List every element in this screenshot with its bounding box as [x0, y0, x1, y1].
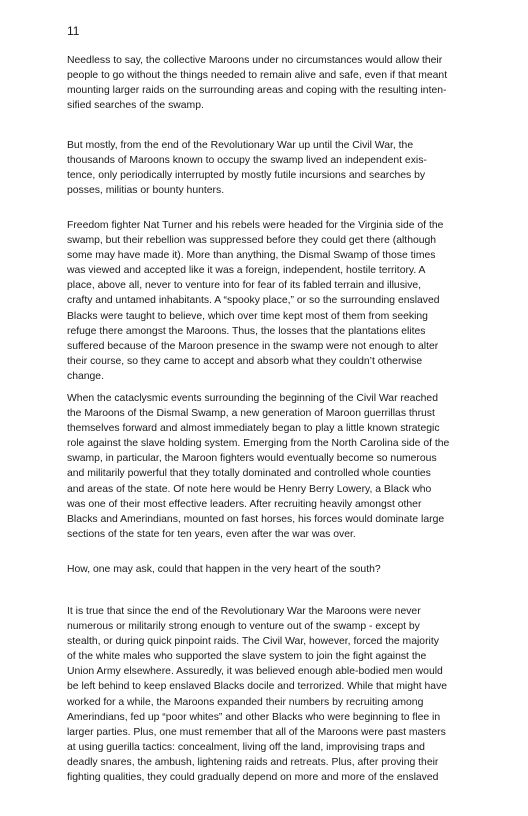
paragraph-3: Freedom fighter Nat Turner and his rebels were headed for the Virginia side of the swamp, but their rebellion was suppressed before they could get there (although some may have made it). More than anything, the Dismal Swamp of those times was viewed and accepted like it was a foreign, independent, hostile territory. A place, above all, never to venture into for fear of its fabled terrain and illusive, crafty and untamed inhabitants. A “spooky place,” or so the surrounding enslaved Blacks were taught to believe, which over time kept most of them from seeking refuge there amongst the Maroons. Thus, the losses that the plantations elites suffered because of the Maroon presence in the swamp were not enough to alter their course, so they came to accept and absorb what they couldn’t otherwise change. [67, 220, 444, 382]
page-number: 11 [67, 24, 80, 38]
paragraph-2: But mostly, from the end of the Revolutionary War up until the Civil War, the thousands of Maroons known to occupy the swamp lived an independent exis- tence, only periodically interrupted by mostly futile incursions and searches by posses, militias or bounty hunters. [67, 140, 427, 197]
paragraph-4: When the cataclysmic events surrounding the beginning of the Civil War reached the Maroons of the Dismal Swamp, a new generation of Maroon guerrillas thrust themselves forward and almost immediately began to play a little known strategic role against the slave holding system. Emerging from the North Carolina side of the swamp, in particular, the Maroon fighters would eventually become so numerous and militarily powerful that they totally dominated and controlled whole counties and areas of the state. Of note here would be Henry Berry Lowery, a Black who was one of their most effective leaders. After recruiting heavily amongst other Blacks and Amerindians, mounted on fast horses, his forces would dominate large sections of the state for ten years, even after the war was over. [67, 393, 450, 540]
paragraph-6: It is true that since the end of the Revolutionary War the Maroons were never numerous or militarily strong enough to venture out of the swamp - except by stealth, or during quick pinpoint raids. The Civil War, however, forced the majority of the white males who supported the slave system to join the fight against the Union Army elsewhere. Assuredly, it was believed enough able-bodied men would be left behind to keep enslaved Blacks docile and terrorized. While that might have worked for a while, the Maroons expanded their numbers by recruiting among Amerindians, fed up “poor whites” and other Blacks who were beginning to flee in larger parties. Plus, one must remember that all of the Maroons were past masters at using guerilla tactics: concealment, living off the land, improvising traps and deadly snares, the ambush, lightening raids and retreats. Plus, after proving their fighting qualities, they could gradually depend on more and more of the enslaved [67, 606, 448, 784]
paragraph-5: How, one may ask, could that happen in the very heart of the south? [67, 564, 381, 575]
paragraph-1: Needless to say, the collective Maroons under no circumstances would allow their people to go without the things needed to remain alive and safe, even if that meant mounting larger raids on the surrounding areas and coping with the resulting inten- sified searches of the swamp. [67, 55, 448, 112]
